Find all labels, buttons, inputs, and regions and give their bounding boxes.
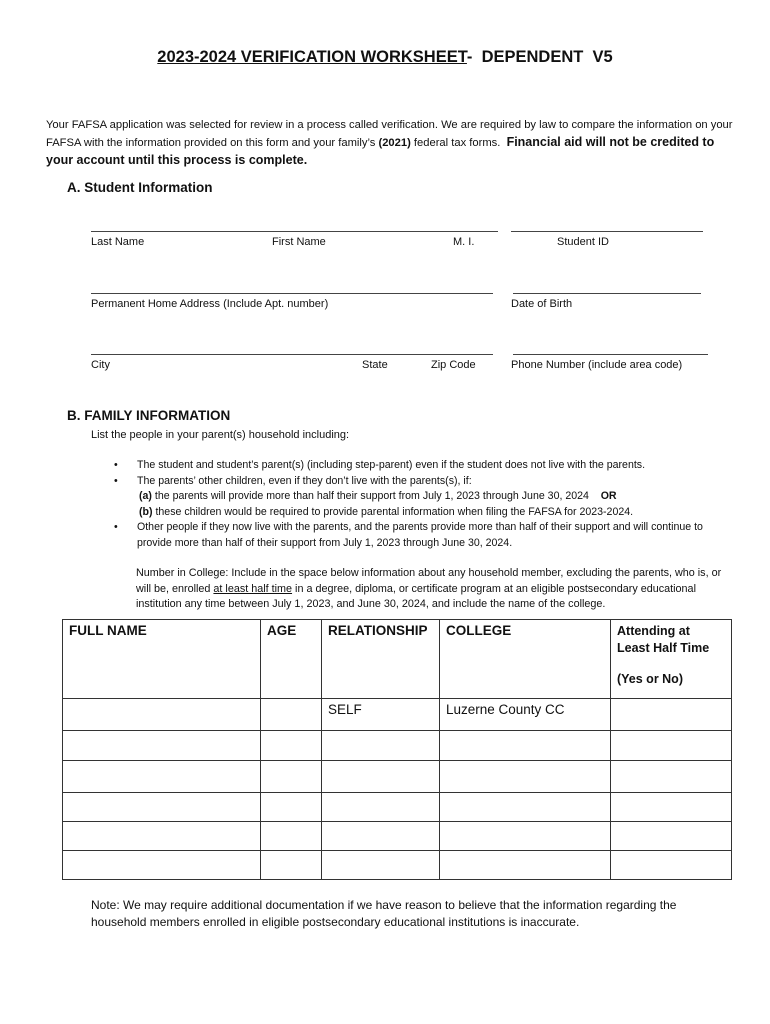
cell-college[interactable] <box>440 822 611 851</box>
college-note: Number in College: Include in the space below information about any household member, excluding the parents, who is, or will be, enrolled at least half time in a degree, diploma, or certificate program at an eligible postsecondary educational institution any time between July 1, 2023, and June 30, 2024, and include the name of the college. <box>136 567 722 610</box>
label-zip: Zip Code <box>431 359 476 371</box>
cell-relationship[interactable] <box>322 793 440 822</box>
list-item: • The student and student’s parent(s) (including step-parent) even if the student does not live with the parents. <box>110 458 710 474</box>
cell-college[interactable] <box>440 761 611 793</box>
list-item: • Other people if they now live with the parents, and the parents provide more than half of their support and will continue to provide more than half of their support from July 1, 2023 through June 30, 2024. <box>110 520 710 551</box>
footer-note: Note: We may require additional documentation if we have reason to believe that the information regarding the household members enrolled in eligible postsecondary educational institutions is inaccurate. <box>91 898 677 929</box>
cell-relationship[interactable] <box>322 761 440 793</box>
household-criteria-list <box>110 458 710 552</box>
header-relationship: RELATIONSHIP <box>322 620 440 699</box>
label-city: City <box>91 359 110 371</box>
cell-attending[interactable] <box>611 793 732 822</box>
table-header-row <box>63 620 732 699</box>
label-mi: M. I. <box>453 236 475 248</box>
cell-attending[interactable] <box>611 822 732 851</box>
table-row <box>63 731 732 761</box>
cell-relationship[interactable] <box>322 731 440 761</box>
cell-attending[interactable] <box>611 731 732 761</box>
cell-relationship[interactable] <box>322 822 440 851</box>
label-first-name: First Name <box>272 236 326 248</box>
header-age: AGE <box>261 620 322 699</box>
section-b-heading: B. FAMILY INFORMATION <box>67 408 231 423</box>
cell-age[interactable] <box>261 793 322 822</box>
cell-relationship[interactable] <box>322 851 440 880</box>
cell-college: Luzerne County CC <box>440 699 611 731</box>
cell-age[interactable] <box>261 699 322 731</box>
cell-attending[interactable] <box>611 699 732 731</box>
cell-full-name[interactable] <box>63 731 261 761</box>
intro-warning: Financial aid will not be credited to your account until this process is complete. <box>46 135 715 167</box>
header-college: COLLEGE <box>440 620 611 699</box>
cell-relationship: SELF <box>322 699 440 731</box>
label-phone: Phone Number (include area code) <box>511 359 683 371</box>
table-row <box>63 699 732 731</box>
label-last-name: Last Name <box>91 236 145 248</box>
name-line[interactable] <box>91 231 498 232</box>
intro-paragraph <box>46 117 736 170</box>
label-address: Permanent Home Address (Include Apt. number) <box>91 298 329 310</box>
cell-full-name[interactable] <box>63 761 261 793</box>
section-b-subheading: List the people in your parent(s) household including: <box>91 429 350 441</box>
table-row <box>63 822 732 851</box>
cell-college[interactable] <box>440 793 611 822</box>
cell-age[interactable] <box>261 731 322 761</box>
label-dob: Date of Birth <box>511 298 573 310</box>
intro-text-1: Your FAFSA application was selected for review in a process called verification. We are required by law to compare the information on your FAFSA with the information provided on this form and your family’s <box>46 119 733 149</box>
intro-text-2: federal tax forms. <box>410 137 507 149</box>
cell-full-name[interactable] <box>63 699 261 731</box>
address-line[interactable] <box>91 293 493 294</box>
cell-full-name[interactable] <box>63 822 261 851</box>
table-row <box>63 851 732 880</box>
dob-line[interactable] <box>513 293 701 294</box>
cell-age[interactable] <box>261 851 322 880</box>
list-item: • The parents’ other children, even if they don’t live with the parents(s), if: (a) the parents will provide more than half their support from July 1, 2023 through June 30, 2024 OR (b) these children would be required to provide parental information when filing the FAFSA for 2023-2024. <box>110 474 710 521</box>
section-a-heading: A. Student Information <box>67 180 213 195</box>
cell-age[interactable] <box>261 761 322 793</box>
title-dependent: DEPENDENT V5 <box>472 48 613 66</box>
cell-college[interactable] <box>440 851 611 880</box>
student-id-line[interactable] <box>511 231 703 232</box>
label-state: State <box>362 359 388 371</box>
title-dash: - <box>466 48 473 66</box>
cell-full-name[interactable] <box>63 793 261 822</box>
household-table <box>62 619 732 880</box>
table-row <box>63 761 732 793</box>
cell-attending[interactable] <box>611 761 732 793</box>
city-state-zip-line[interactable] <box>91 354 493 355</box>
cell-attending[interactable] <box>611 851 732 880</box>
phone-line[interactable] <box>513 354 708 355</box>
header-full-name: FULL NAME <box>63 620 261 699</box>
cell-age[interactable] <box>261 822 322 851</box>
table-row <box>63 793 732 822</box>
cell-college[interactable] <box>440 731 611 761</box>
label-student-id: Student ID <box>557 236 609 248</box>
intro-tax-year: (2021) <box>378 137 411 149</box>
page-title <box>0 48 770 67</box>
title-main: 2023-2024 VERIFICATION WORKSHEET <box>157 48 467 66</box>
header-attending: Attending at Least Half Time (Yes or No) <box>611 620 732 699</box>
cell-full-name[interactable] <box>63 851 261 880</box>
